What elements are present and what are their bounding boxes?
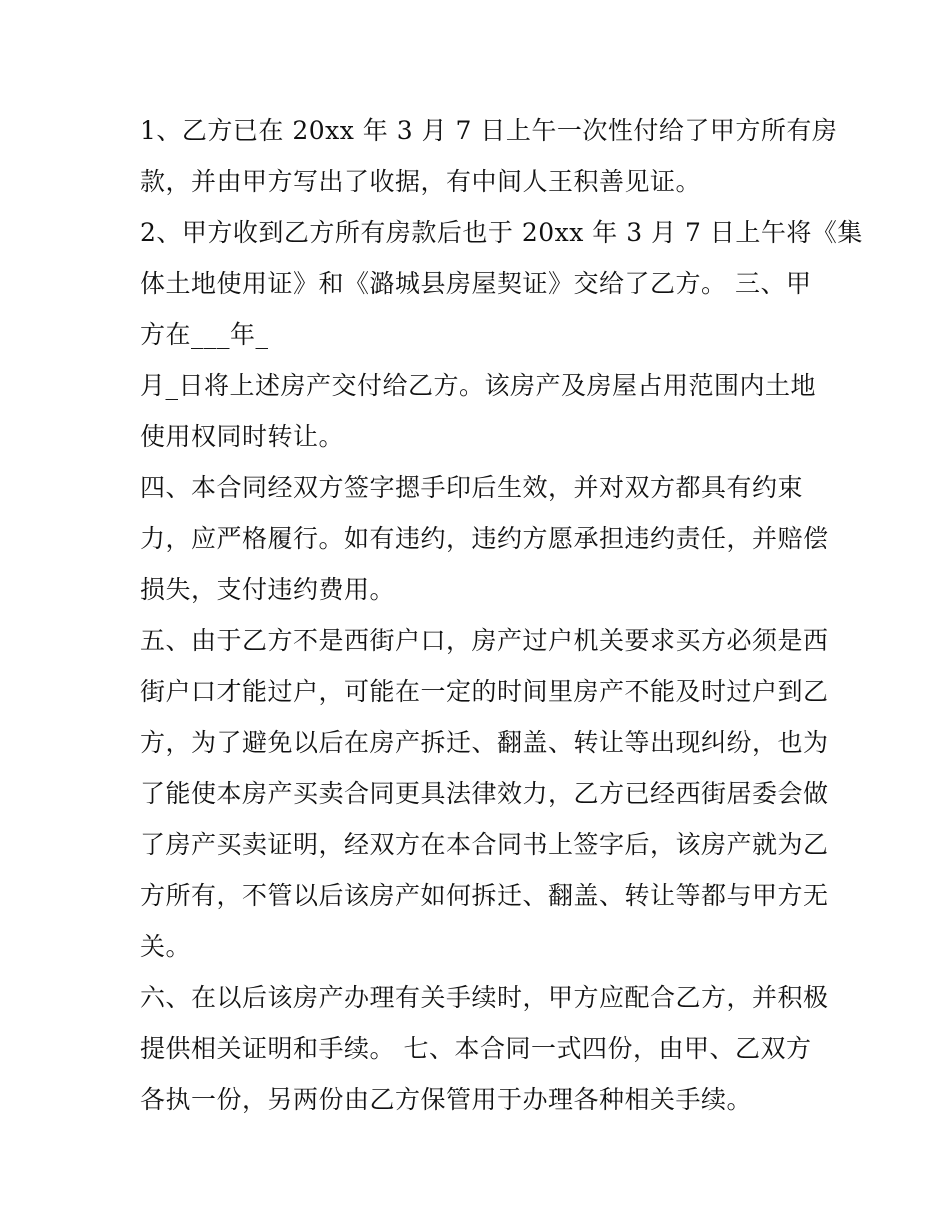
text-line-1: 1、乙方已在 20xx 年 3 月 7 日上午一次性付给了甲方所有房: [140, 116, 838, 145]
text-line-18: 六、在以后该房产办理有关手续时，甲方应配合乙方，并积极: [140, 983, 829, 1012]
text-line-10: 损失，支付违约费用。: [140, 575, 396, 604]
text-line-8: 四、本合同经双方签字摁手印后生效，并对双方都具有约束: [140, 473, 804, 502]
text-line-12: 街户口才能过户，可能在一定的时间里房产不能及时过户到乙: [140, 677, 829, 706]
text-line-4: 体土地使用证》和《潞城县房屋契证》交给了乙方。 三、甲: [140, 269, 812, 298]
text-line-9: 力，应严格履行。如有违约，违约方愿承担违约责任，并赔偿: [140, 524, 829, 553]
text-line-15: 了房产买卖证明，经双方在本合同书上签字后，该房产就为乙: [140, 830, 829, 859]
text-line-11: 五、由于乙方不是西街户口，房产过户机关要求买方必须是西: [140, 626, 829, 655]
text-line-17: 关。: [140, 932, 192, 961]
text-line-14: 了能使本房产买卖合同更具法律效力，乙方已经西街居委会做: [140, 779, 829, 808]
text-line-19: 提供相关证明和手续。 七、本合同一式四份，由甲、乙双方: [140, 1034, 812, 1063]
text-line-7: 使用权同时转让。: [140, 422, 345, 451]
document-body: [140, 105, 863, 1125]
text-line-6: 月_日将上述房产交付给乙方。该房产及房屋占用范围内土地: [140, 371, 817, 400]
text-line-16: 方所有，不管以后该房产如何拆迁、翻盖、转让等都与甲方无: [140, 881, 829, 910]
text-line-13: 方，为了避免以后在房产拆迁、翻盖、转让等出现纠纷，也为: [140, 728, 829, 757]
text-line-2: 款，并由甲方写出了收据，有中间人王积善见证。: [140, 167, 702, 196]
text-line-5: 方在___年_: [140, 320, 269, 349]
text-line-3: 2、甲方收到乙方所有房款后也于 20xx 年 3 月 7 日上午将《集: [140, 218, 863, 247]
text-line-20: 各执一份，另两份由乙方保管用于办理各种相关手续。: [140, 1085, 753, 1114]
